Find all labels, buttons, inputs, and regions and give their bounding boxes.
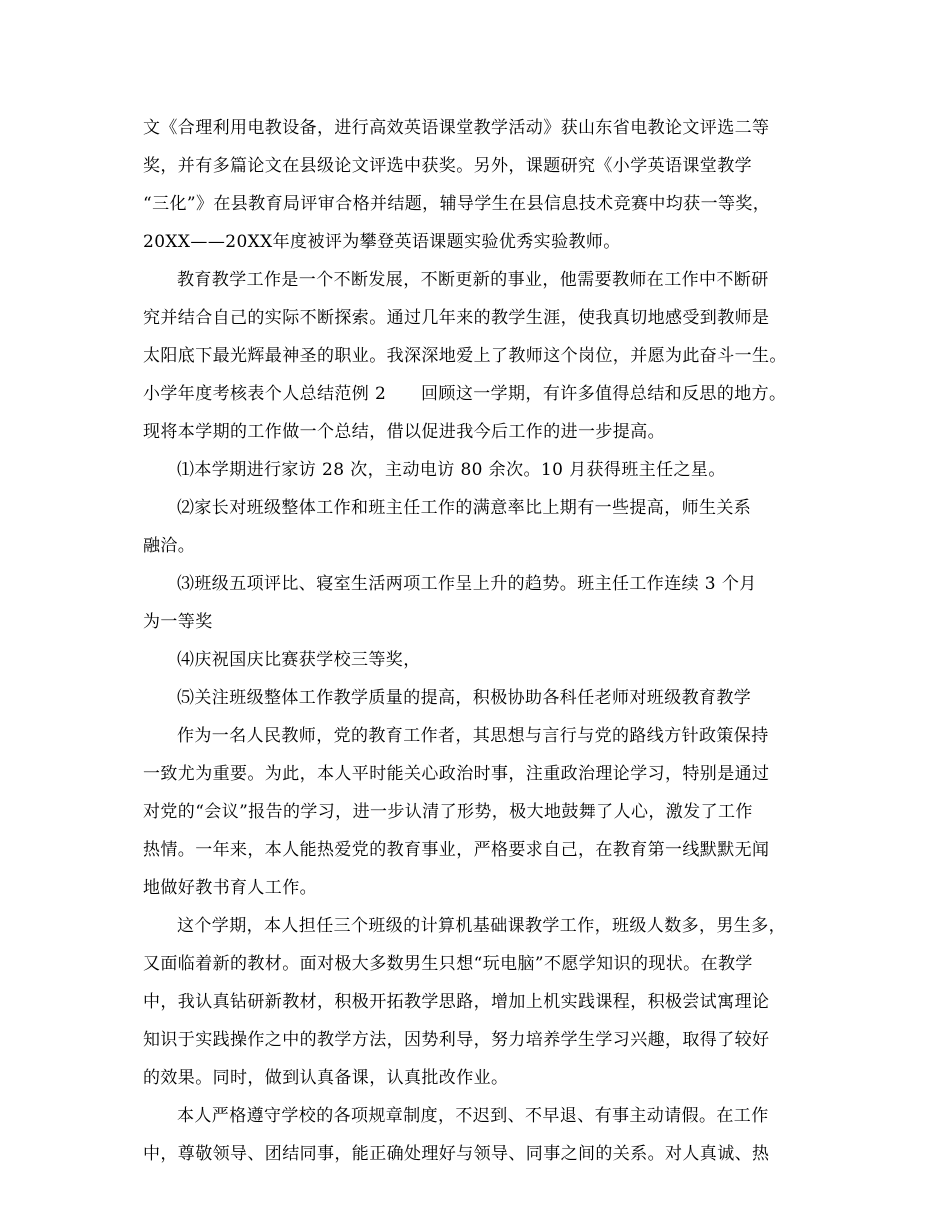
text-line: 教育教学工作是一个不断发展，不断更新的事业，他需要教师在工作中不断研 <box>177 270 769 290</box>
text-line: 又面临着新的教材。面对极大多数男生只想“玩电脑”不愿学知识的现状。在教学 <box>143 954 753 974</box>
text-line: 中，我认真钻研新教材，积极开拓教学思路，增加上机实践课程，积极尝试寓理论 <box>143 992 770 1012</box>
text-line: 对党的“会议”报告的学习，进一步认清了形势，极大地鼓舞了人心，激发了工作 <box>143 802 753 822</box>
text-line: 中，尊敬领导、团结同事，能正确处理好与领导、同事之间的关系。对人真诚、热 <box>143 1144 770 1164</box>
text-line: 热情。一年来，本人能热爱党的教育事业，严格要求自己，在教育第一线默默无闻 <box>143 840 770 860</box>
list-item: ⑸关注班级整体工作教学质量的提高，积极协助各科任老师对班级教育教学 <box>177 688 752 708</box>
text-line: 究并结合自己的实际不断探索。通过几年来的教学生涯，使我真切地感受到教师是 <box>143 308 770 328</box>
text-line: 小学年度考核表个人总结范例 2 回顾这一学期，有许多值得总结和反思的地方。 <box>143 384 787 404</box>
text-line: 这个学期，本人担任三个班级的计算机基础课教学工作，班级人数多，男生多， <box>177 916 786 936</box>
list-item: ⑶班级五项评比、寝室生活两项工作呈上升的趋势。班主任工作连续 3 个月 <box>177 574 757 594</box>
text-line: 的效果。同时，做到认真备课，认真批改作业。 <box>143 1068 509 1088</box>
text-line: 奖，并有多篇论文在县级论文评选中获奖。另外，课题研究《小学英语课堂教学 <box>143 156 752 176</box>
text-line: 一致尤为重要。为此，本人平时能关心政治时事，注重政治理论学习，特别是通过 <box>143 764 770 784</box>
text-line: 地做好教书育人工作。 <box>143 878 317 898</box>
text-line: 太阳底下最光辉最神圣的职业。我深深地爱上了教师这个岗位，并愿为此奋斗一生。 <box>143 346 787 366</box>
text-line: 融洽。 <box>143 536 196 556</box>
text-line: 本人严格遵守学校的各项规章制度，不迟到、不早退、有事主动请假。在工作 <box>177 1106 769 1126</box>
text-line: 为一等奖 <box>143 612 213 632</box>
text-line: 作为一名人民教师，党的教育工作者，其思想与言行与党的路线方针政策保持 <box>177 726 769 746</box>
text-line: “三化”》在县教育局评审合格并结题，辅导学生在县信息技术竞赛中均获一等奖， <box>143 194 771 214</box>
list-item: ⑴本学期进行家访 28 次，主动电访 80 余次。10 月获得班主任之星。 <box>177 460 726 480</box>
list-item: ⑵家长对班级整体工作和班主任工作的满意率比上期有一些提高，师生关系 <box>177 498 752 518</box>
text-line: 现将本学期的工作做一个总结，借以促进我今后工作的进一步提高。 <box>143 422 665 442</box>
text-line: 知识于实践操作之中的教学方法，因势利导，努力培养学生学习兴趣，取得了较好 <box>143 1030 770 1050</box>
text-line: 文《合理利用电教设备，进行高效英语课堂教学活动》获山东省电教论文评选二等 <box>143 118 770 138</box>
text-line: 20XX——20XX年度被评为攀登英语课题实验优秀实验教师。 <box>143 232 621 252</box>
list-item: ⑷庆祝国庆比赛获学校三等奖， <box>177 650 421 670</box>
